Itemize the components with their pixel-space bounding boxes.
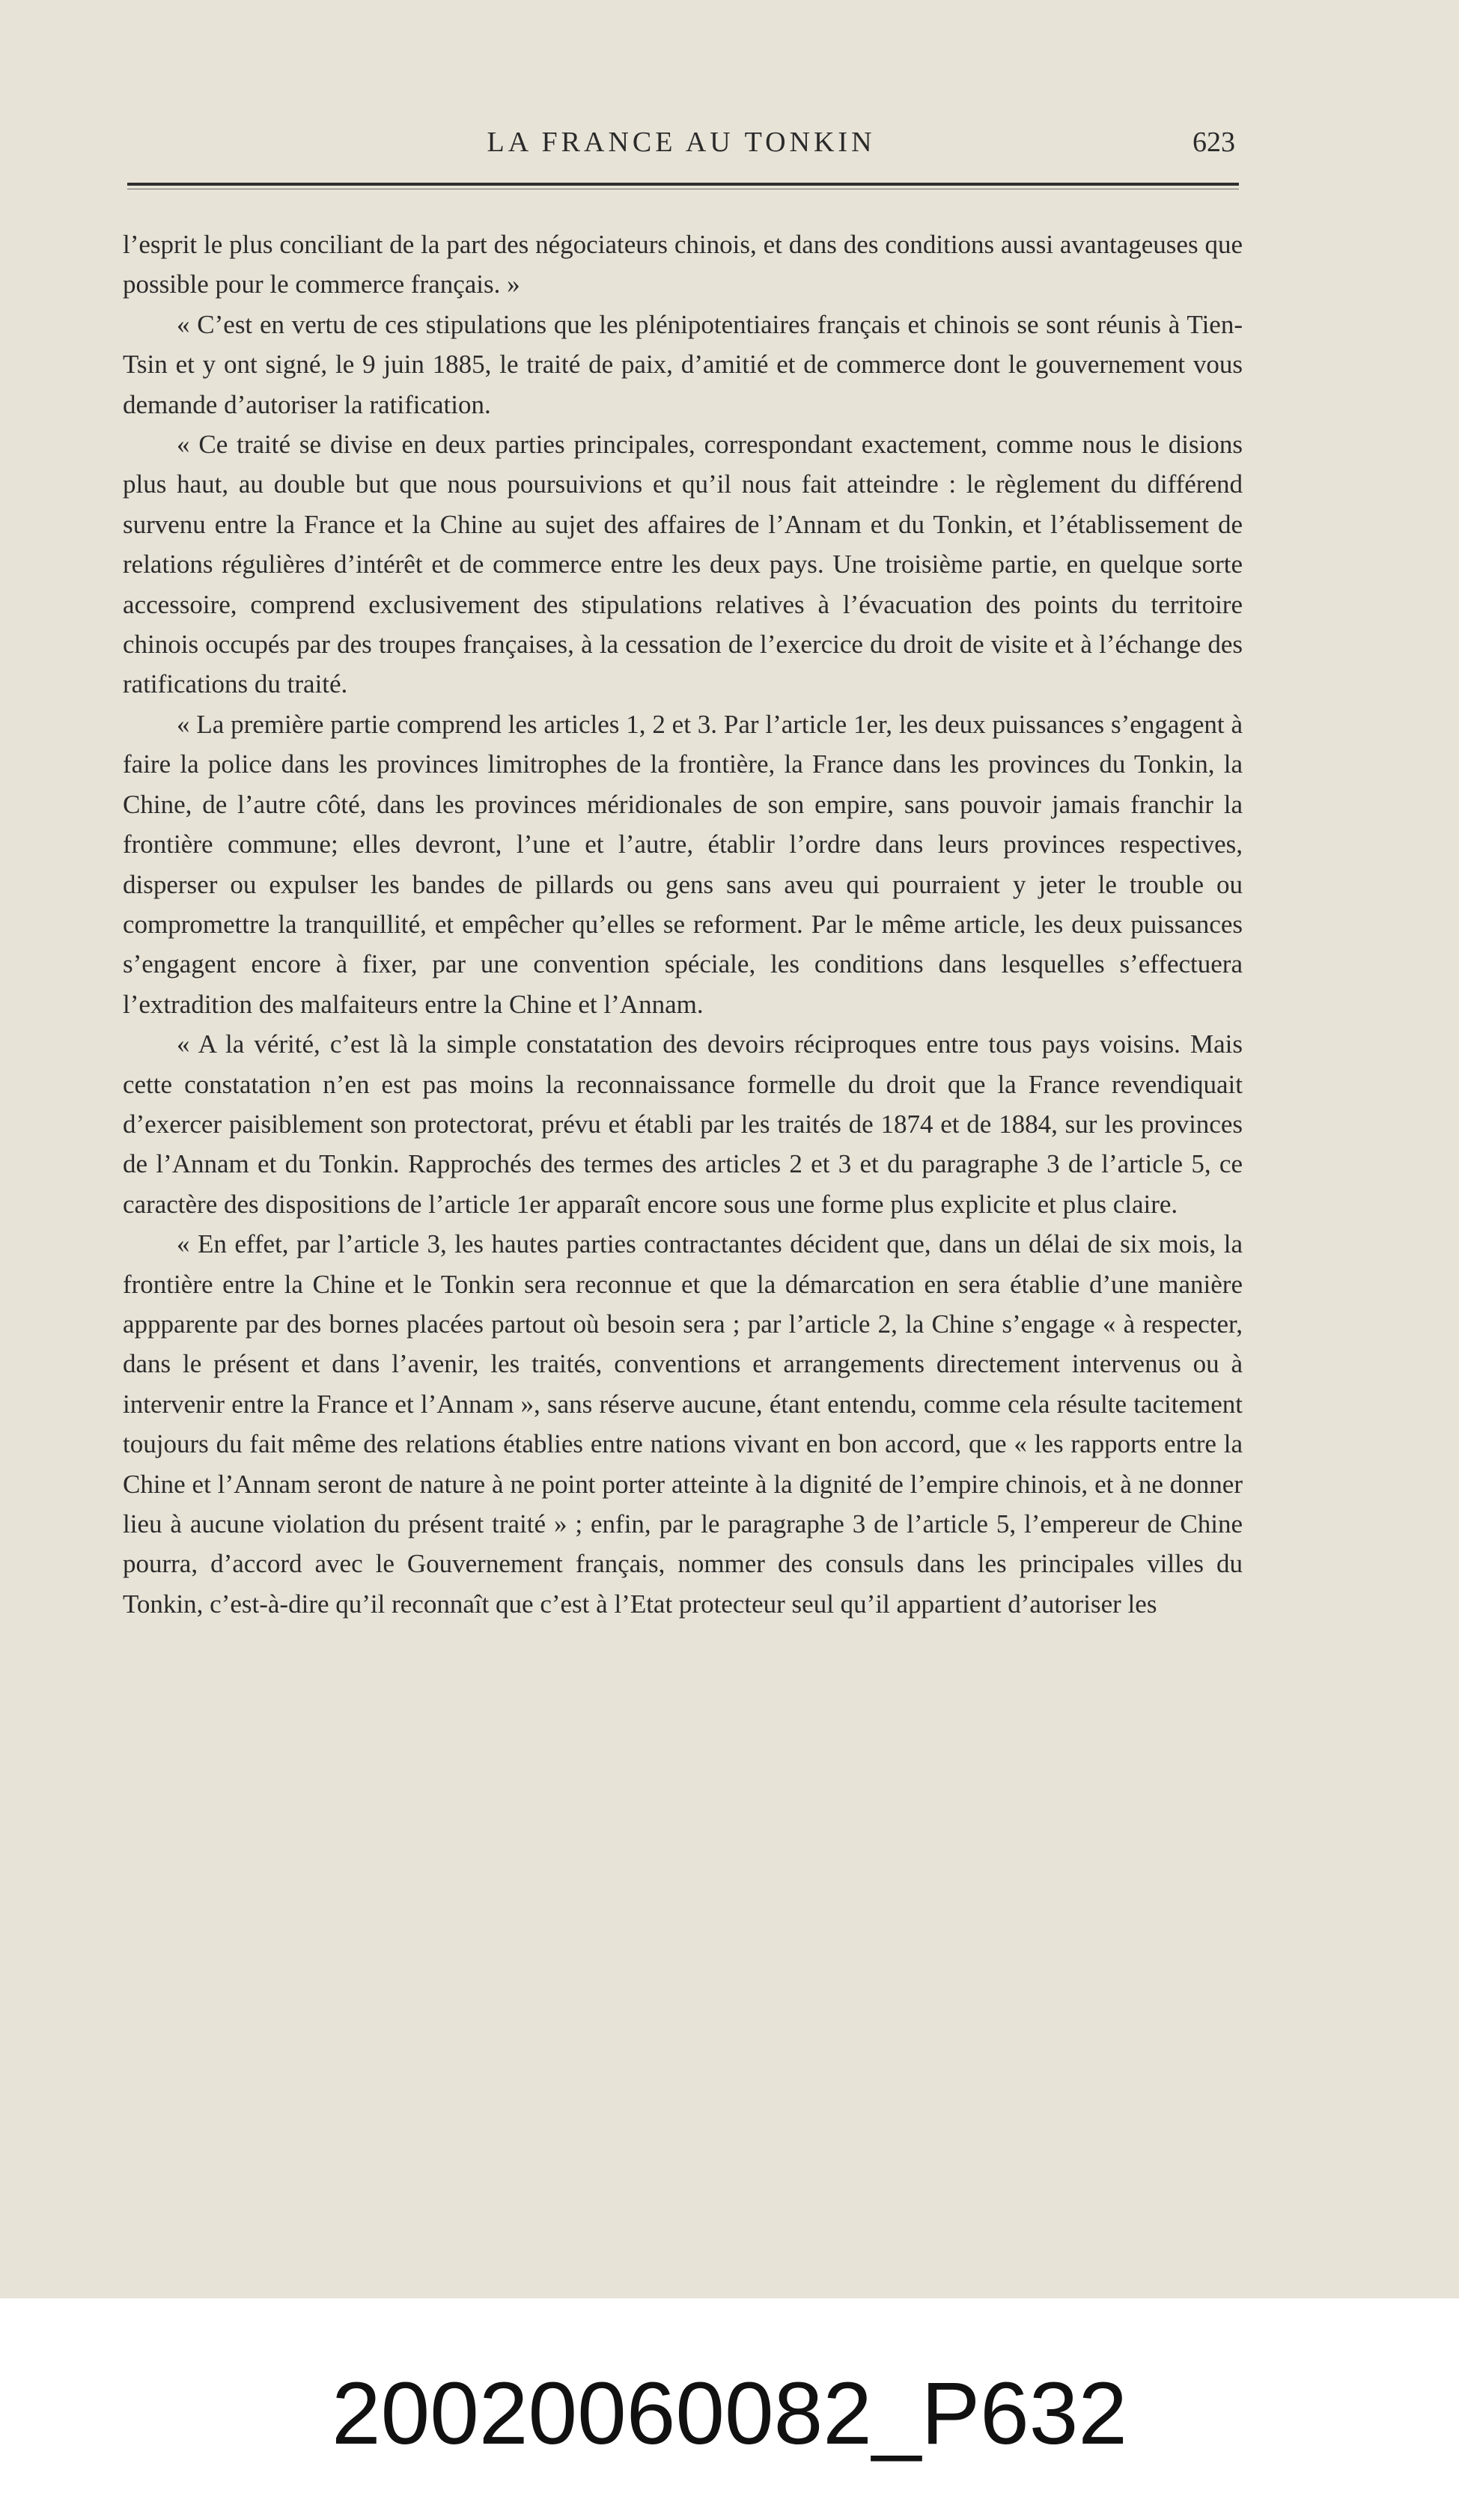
paragraph-1: l’esprit le plus conciliant de la part des négociateurs chinois, et dans des conditions aussi avantageuses que possible pour le commerce français. » xyxy=(123,230,1243,299)
body-text xyxy=(123,225,1243,1624)
paragraph-2: « C’est en vertu de ces stipulations que les plénipotentiaires français et chinois se sont réunis à Tien-Tsin et y ont signé, le 9 juin 1885, le traité de paix, d’amitié et de commerce dont le gouvernement vous demande d’autoriser la ratification. xyxy=(123,309,1243,419)
image-id-caption: 20020060082_P632 xyxy=(331,2364,1128,2463)
paragraph-3: « Ce traité se divise en deux parties principales, correspondant exactement, comme nous le disions plus haut, au double but que nous poursuivions et qu’il nous fait atteindre : le règlement du différend survenu entre la France et la Chine au sujet des affaires de l’Annam et du Tonkin, et l’établissement de relations régulières d’intérêt et de commerce entre les deux pays. Une troisième partie, en quelque sorte accessoire, comprend exclusivement des stipulations relatives à l’évacuation des points du territoire chinois occupés par des troupes françaises, à la cessation de l’exercice du droit de visite et à l’échange des ratifications du traité. xyxy=(123,430,1243,699)
page-number: 623 xyxy=(1193,127,1235,158)
header-rule xyxy=(127,183,1239,186)
paragraph-4: « La première partie comprend les articles 1, 2 et 3. Par l’article 1er, les deux puissances s’engagent à faire la police dans les provinces limitrophes de la frontière, la France dans les provinces du Tonkin, la Chine, de l’autre côté, dans les provinces méridionales de son empire, sans pouvoir jamais franchir la frontière commune; elles devront, l’une et l’autre, établir l’ordre dans leurs provinces respectives, disperser ou expulser les bandes de pillards ou gens sans aveu qui pourraient y jeter le trouble ou compromettre la tranquillité, et empêcher qu’elles se reforment. Par le même article, les deux puissances s’engagent encore à fixer, par une convention spéciale, les conditions dans lesquelles s’effectuera l’extradition des malfaiteurs entre la Chine et l’Annam. xyxy=(123,709,1243,1019)
paragraph-5: « A la vérité, c’est là la simple constatation des devoirs réciproques entre tous pays voisins. Mais cette constatation n’en est pas moins la reconnaissance formelle du droit que la France revendiquait d’exercer paisiblement son protectorat, prévu et établi par les traités de 1874 et de 1884, sur les provinces de l’Annam et du Tonkin. Rapprochés des termes des articles 2 et 3 et du paragraphe 3 de l’article 5, ce caractère des dispositions de l’article 1er apparaît encore sous une forme plus explicite et plus claire. xyxy=(123,1029,1243,1219)
paragraph-6: « En effet, par l’article 3, les hautes parties contractantes décident que, dans un délai de six mois, la frontière entre la Chine et le Tonkin sera reconnue et que la démarcation en sera établie d’une manière appparente par des bornes placées partout où besoin sera ; par l’article 2, la Chine s’engage « à respecter, dans le présent et dans l’avenir, les traités, conventions et arrangements directement intervenus ou à intervenir entre la France et l’Annam », sans réserve aucune, étant entendu, comme cela résulte tacitement toujours du fait même des relations établies entre nations vivant en bon accord, que « les rapports entre la Chine et l’Annam seront de nature à ne point porter atteinte à la dignité de l’empire chinois, et à ne donner lieu à aucune violation du présent traité » ; enfin, par le paragraphe 3 de l’article 5, l’empereur de Chine pourra, d’accord avec le Gouvernement français, nommer des consuls dans les principales villes du Tonkin, c’est-à-dire qu’il reconnaît que c’est à l’Etat protecteur seul qu’il appartient d’autoriser les xyxy=(123,1229,1243,1619)
running-title: LA FRANCE AU TONKIN xyxy=(487,127,876,158)
running-head xyxy=(127,126,1235,171)
